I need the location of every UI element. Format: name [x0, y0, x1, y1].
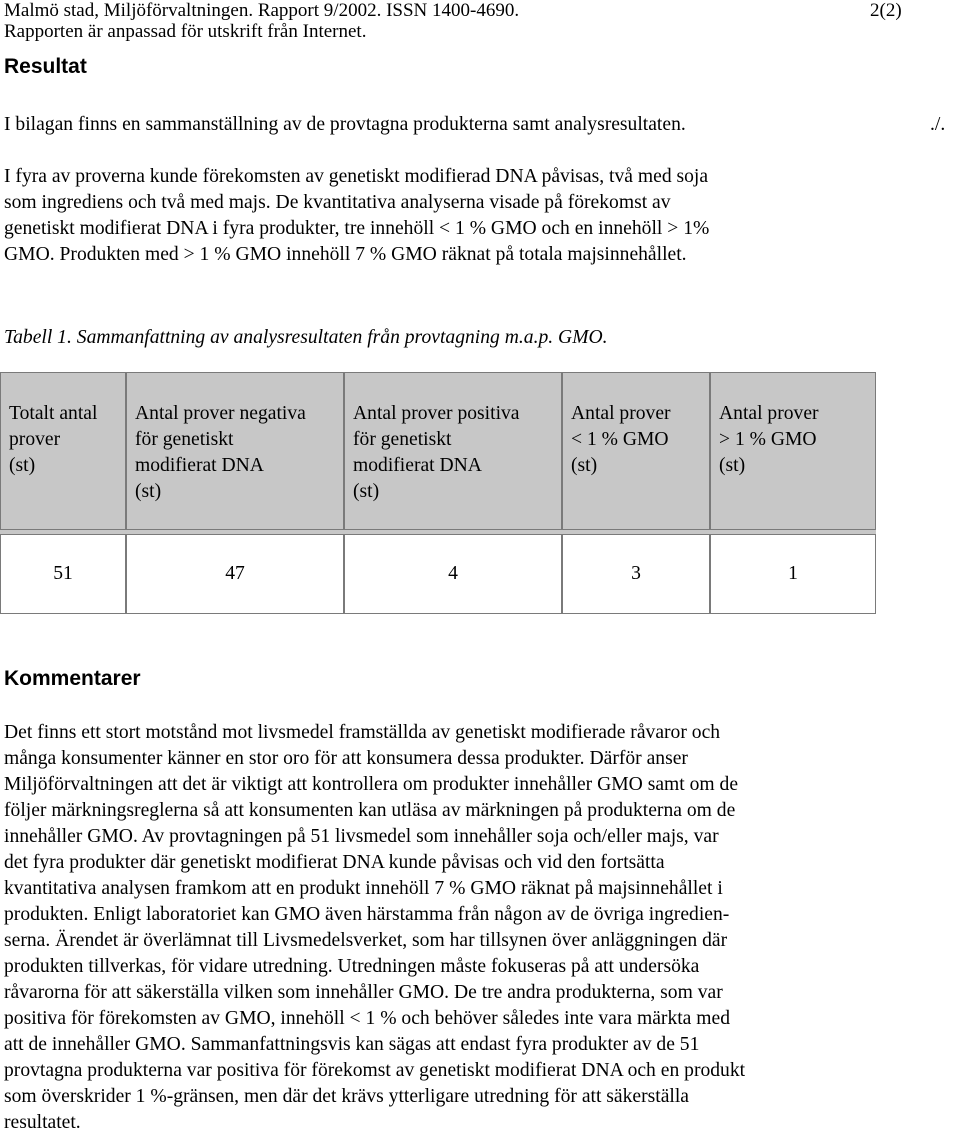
paragraph-line: produkten tillverkas, för vidare utredning. Utredningen måste fokuseras på att undersöka [4, 956, 700, 977]
comments-heading: Kommentarer [4, 667, 141, 690]
cell-above-1pct: 1 [710, 534, 876, 614]
paragraph-line: kvantitativa analysen framkom att en produkt innehöll 7 % GMO räknat på majsinnehållet i [4, 878, 723, 899]
paragraph-line: Det finns ett stort motstånd mot livsmedel framställda av genetiskt modifierade råvaror och [4, 722, 721, 743]
paragraph-line: följer märkningsreglerna så att konsumenten kan utläsa av märkningen på produkterna om de [4, 800, 736, 821]
paragraph-line: att de innehåller GMO. Sammanfattningsvis kan sägas att endast fyra produkter av de 51 [4, 1034, 700, 1055]
table-header-row [0, 372, 876, 534]
paragraph-line: produkten. Enligt laboratoriet kan GMO även härstamma från någon av de övriga ingredien- [4, 904, 730, 925]
paragraph-line: GMO. Produkten med > 1 % GMO innehöll 7 % GMO räknat på totala majsinnehållet. [4, 244, 687, 265]
paragraph-line: innehåller GMO. Av provtagningen på 51 livsmedel som innehåller soja och/eller majs, var [4, 826, 719, 847]
report-subheader-line: Rapporten är anpassad för utskrift från Internet. [4, 21, 367, 42]
page-number: 2(2) [870, 0, 902, 21]
paragraph-line: råvarorna för att säkerställa vilken som innehåller GMO. De tre andra produkterna, som var [4, 982, 723, 1003]
report-header-line: Malmö stad, Miljöförvaltningen. Rapport 9/2002. ISSN 1400-4690. [4, 0, 520, 21]
paragraph-line: serna. Ärendet är överlämnat till Livsmedelsverket, som har tillsynen över anläggningen där [4, 930, 728, 951]
table-caption: Tabell 1. Sammanfattning av analysresultaten från provtagning m.a.p. GMO. [4, 327, 608, 348]
paragraph-line: I fyra av proverna kunde förekomsten av genetiskt modifierad DNA påvisas, två med soja [4, 166, 709, 187]
cell-positive: 4 [344, 534, 562, 614]
paragraph-line: genetiskt modifierat DNA i fyra produkter, tre innehöll < 1 % GMO och en innehöll > 1% [4, 218, 710, 239]
header-cell-negative: Antal prover negativa för genetiskt modifierat DNA (st) [126, 372, 344, 530]
table-row [0, 534, 876, 614]
paragraph-line: som ingrediens och två med majs. De kvantitativa analyserna visade på förekomst av [4, 192, 671, 213]
paragraph-line: provtagna produkterna var positiva för förekomst av genetiskt modifierat DNA och en produkt [4, 1060, 746, 1081]
paragraph-line: det fyra produkter där genetiskt modifierat DNA kunde påvisas och vid den fortsätta [4, 852, 665, 873]
continuation-mark: ./. [930, 114, 946, 135]
paragraph-line: Miljöförvaltningen att det är viktigt att kontrollera om produkter innehåller GMO samt om de [4, 774, 739, 795]
cell-negative: 47 [126, 534, 344, 614]
paragraph-line: många konsumenter känner en stor oro för att konsumera dessa produkter. Därför anser [4, 748, 688, 769]
header-cell-above-1pct: Antal prover > 1 % GMO (st) [710, 372, 876, 530]
results-intro: I bilagan finns en sammanställning av de provtagna produkterna samt analysresultaten. [4, 114, 686, 135]
cell-below-1pct: 3 [562, 534, 710, 614]
paragraph-line: resultatet. [4, 1112, 81, 1133]
comments-paragraph [4, 720, 854, 1136]
paragraph-line: positiva för förekomsten av GMO, innehöll < 1 % och behöver således inte vara märkta med [4, 1008, 731, 1029]
header-cell-positive: Antal prover positiva för genetiskt modifierat DNA (st) [344, 372, 562, 530]
paragraph-line: som överskrider 1 %-gränsen, men där det krävs ytterligare utredning för att säkerställa [4, 1086, 689, 1107]
results-heading: Resultat [4, 55, 87, 78]
cell-total: 51 [0, 534, 126, 614]
header-cell-below-1pct: Antal prover < 1 % GMO (st) [562, 372, 710, 530]
header-cell-total: Totalt antal prover (st) [0, 372, 126, 530]
results-paragraph [4, 164, 854, 268]
results-table [0, 372, 876, 614]
